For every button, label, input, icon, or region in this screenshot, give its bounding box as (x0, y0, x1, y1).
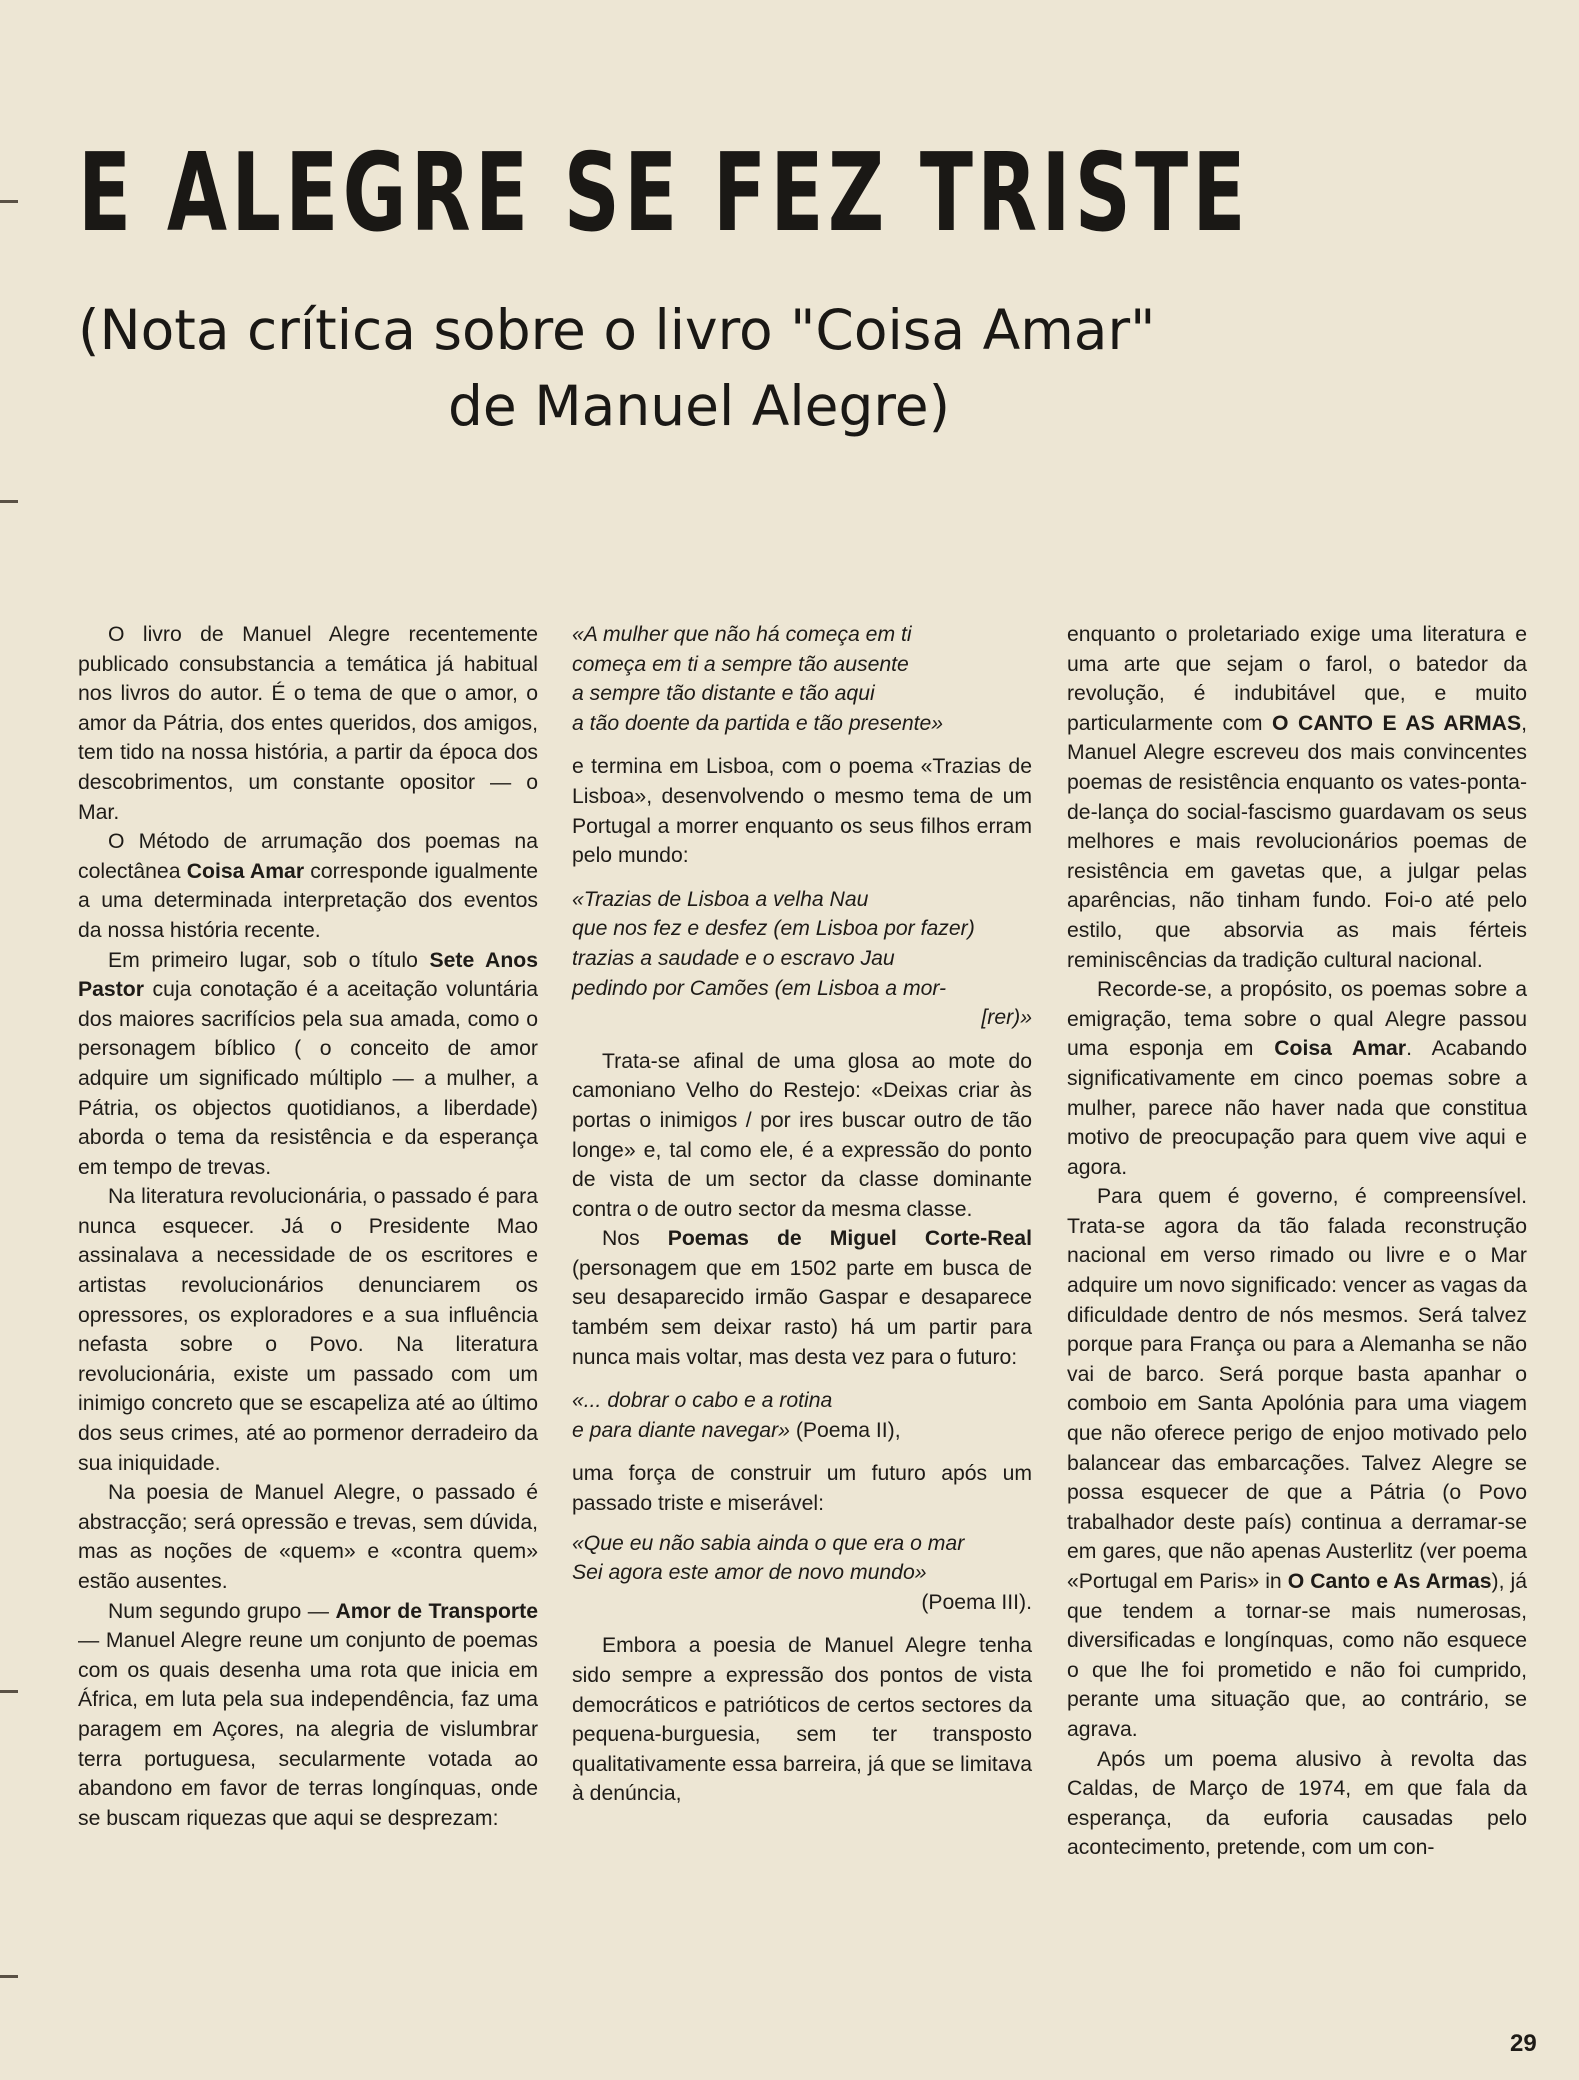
poem-quote (572, 1386, 1032, 1445)
margin-mark (0, 200, 18, 203)
paragraph: Recorde-se, a propósito, os poemas sobre a emigração, tema sobre o qual Alegre passou uma esponja em Coisa Amar. Acabando significativamente em cinco poemas sobre a mulher, parece não haver nada que constitua motivo de preocupação para quem vive aqui e agora. (1067, 978, 1528, 1179)
verse-line: «Que eu não sabia ainda o que era o mar (572, 1531, 965, 1555)
verse-line: [rer)» (981, 1006, 1032, 1030)
paragraph: Num segundo grupo — Amor de Transporte — Manuel Alegre reune um conjunto de poemas com os quais desenha uma rota que inicia em África, em luta pela sua independência, faz uma paragem em Açores, na alegria de vislumbrar terra portuguesa, secularmente votada ao abandono em favor de terras longínquas, onde se buscam riquezas que aqui se desprezam: (78, 1599, 538, 1830)
subtitle-line: de Manuel Alegre) (448, 374, 951, 438)
page-number: 29 (1510, 2030, 1537, 2057)
paragraph: Para quem é governo, é compreensível. Trata-se agora da tão falada reconstrução nacional em verso rimado ou livre e o Mar adquire um novo significado: vencer as vagas da dificuldade dentro de nós mesmos. Será talvez porque para França ou para a Alemanha se não vai de barco. Será porque basta apanhar o comboio em Santa Apolónia para uma viagem que não oferece perigo de enjoo motivado pelo balancear das embarcações. Talvez Alegre se possa esquecer de que a Pátria (o Povo trabalhador deste país) continua a derramar-se em gares, que não apenas Austerlitz (ver poema «Portugal em Paris» in O Canto e As Armas), já que tendem a tornar-se mais numerosas, diversificadas e longínquas, como não esquece o que lhe foi prometido e não foi cumprido, perante uma situação que, ao contrário, se agrava. (1067, 1185, 1527, 1741)
margin-mark (0, 1975, 18, 1978)
book-title: O CANTO E AS ARMAS (1272, 711, 1522, 735)
subtitle-line: (Nota crítica sobre o livro "Coisa Amar" (78, 298, 1156, 362)
article-subtitle (78, 292, 1158, 444)
verse-line: e para diante navegar» (Poema II), (572, 1418, 901, 1442)
article-headline: E ALEGRE SE FEZ TRISTE (78, 131, 1250, 256)
book-title: Coisa Amar (1274, 1037, 1407, 1061)
verse-line: (Poema III). (921, 1590, 1032, 1614)
paragraph: Embora a poesia de Manuel Alegre tenha sido sempre a expressão dos pontos de vista democráticos e patrióticos de certos sectores da pequena-burguesia, sem ter transposto qualitativamente essa barreira, já que se limitava à denúncia, (572, 1634, 1032, 1806)
paragraph: Na poesia de Manuel Alegre, o passado é abstracção; será opressão e trevas, sem dúvida, mas as noções de «quem» e «contra quem» estão ausentes. (78, 1481, 538, 1593)
paragraph: enquanto o proletariado exige uma literatura e uma arte que sejam o farol, o batedor da revolução, é indubitável que, e muito particularmente com O CANTO E AS ARMAS, Manuel Alegre escreveu dos mais convincentes poemas de resistência enquanto os vates-ponta-de-lança do social-fascismo guardavam os seus melhores e mais revolucionários poemas de resistência em gavetas que, a julgar pelas aparências, não tinham fundo. Foi-o até pelo estilo, que absorvia as mais férteis reminiscências da tradição cultural nacional. (1067, 623, 1527, 972)
book-title: Coisa Amar (186, 859, 305, 883)
text-column-2 (572, 620, 1032, 1809)
verse-line: pedindo por Camões (em Lisboa a mor- (572, 976, 947, 1000)
verse-line: «Trazias de Lisboa a velha Nau (572, 887, 869, 911)
margin-mark (0, 1690, 18, 1693)
paragraph: Nos Poemas de Miguel Corte-Real (personagem que em 1502 parte em busca de seu desaparecido irmão Gaspar e desaparece também sem deixar rasto) há um partir para nunca mais voltar, mas desta vez para o futuro: (572, 1227, 1032, 1369)
paragraph: Trata-se afinal de uma glosa ao mote do camoniano Velho do Restejo: «Deixas criar às portas o inimigos / por ires buscar outro de tão longe» e, tal como ele, é a expressão do ponto de vista de um sector da classe dominante contra o de outro sector da mesma classe. (572, 1049, 1032, 1221)
poem-quote (572, 885, 1032, 1033)
poem-quote (572, 620, 1032, 738)
paragraph: O Método de arrumação dos poemas na colectânea Coisa Amar corresponde igualmente a uma determinada interpretação dos eventos da nossa história recente. (78, 830, 538, 942)
paragraph: Na literatura revolucionária, o passado é para nunca esquecer. Já o Presidente Mao assinalava a necessidade de os escritores e artistas revolucionários denunciarem os opressores, os exploradores e a sua influência nefasta sobre o Povo. Na literatura revolucionária, existe um passado com um inimigo concreto que se escapeliza até ao último dos seus crimes, até ao pormenor derradeiro da sua iniquidade. (78, 1185, 538, 1475)
verse-line: começa em ti a sempre tão ausente (572, 652, 909, 676)
verse-line: trazias a saudade e o escravo Jau (572, 946, 895, 970)
verse-line: a tão doente da partida e tão presente» (572, 711, 944, 735)
verse-line: «... dobrar o cabo e a rotina (572, 1389, 833, 1413)
verse-line: Sei agora este amor de novo mundo» (572, 1561, 927, 1585)
paragraph: O livro de Manuel Alegre recentemente publicado consubstancia a temática já habitual nos livros do autor. É o tema de que o amor, o amor da Pátria, dos entes queridos, dos amigos, tem tido na nossa história, a partir da época dos descobrimentos, um constante opositor — o Mar. (78, 623, 538, 824)
paragraph: e termina em Lisboa, com o poema «Trazias de Lisboa», desenvolvendo o mesmo tema de um Portugal a morrer enquanto os seus filhos erram pelo mundo: (572, 755, 1032, 868)
book-title: O Canto e As Armas (1287, 1570, 1492, 1593)
verse-line: que nos fez e desfez (em Lisboa por fazer) (572, 917, 975, 941)
text-column-3 (1067, 620, 1527, 1863)
verse-line: «A mulher que não há começa em ti (572, 623, 912, 646)
poem-quote (572, 1529, 1032, 1618)
paragraph: Após um poema alusivo à revolta das Caldas, de Março de 1974, em que fala da esperança, da euforia causadas pelo acontecimento, pretende, com um con- (1067, 1747, 1527, 1860)
paragraph: Em primeiro lugar, sob o título Sete Anos Pastor cuja conotação é a aceitação voluntária dos maiores sacrifícios pela sua amada, como o personagem bíblico ( o conceito de amor adquire um significado múltiplo — a mulher, a Pátria, os objectos quotidianos, a liberdade) aborda o tema da resistência e da esperança em tempo de trevas. (78, 948, 538, 1179)
paragraph: uma força de construir um futuro após um passado triste e miserável: (572, 1462, 1032, 1516)
margin-mark (0, 500, 18, 503)
text-column-1 (78, 620, 538, 1833)
verse-line: a sempre tão distante e tão aqui (572, 682, 875, 706)
section-title: Sete Anos Pastor (78, 948, 538, 1002)
section-title: Poemas de Miguel Corte-Real (667, 1227, 1032, 1251)
section-title: Amor de Transporte (335, 1599, 538, 1623)
